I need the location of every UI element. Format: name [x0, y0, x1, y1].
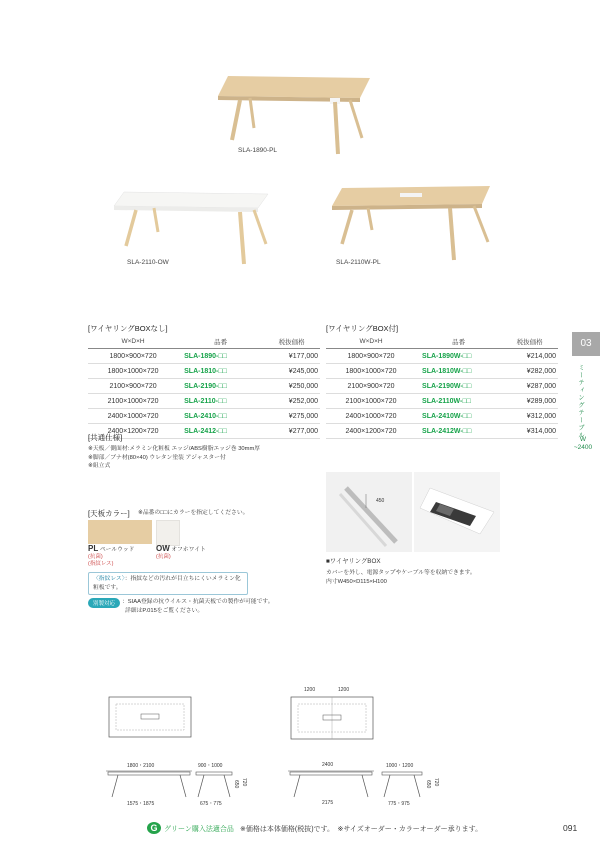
table-left-title: [ワイヤリングBOXなし] — [88, 324, 168, 333]
swatch-pl — [88, 520, 152, 544]
wiring-box-title: ■ワイヤリングBOX — [326, 558, 381, 565]
fingerprint-callout — [88, 572, 248, 595]
header-size: W×D×H — [326, 336, 416, 349]
special-order-line1: ：SIAA登録の抗ウイルス・抗菌天板での製作が可能です。 — [122, 599, 274, 605]
table-row: 2100×1000×720 SLA-2110-□□ ¥252,000 — [88, 394, 320, 409]
swatch-pl-label — [88, 545, 134, 568]
dim-front1-top: 1800・2100 — [127, 763, 155, 769]
drawing-side-view-1 — [194, 769, 234, 799]
swatch-pl-tags: (抗菌) (指紋レス) — [88, 554, 114, 567]
product-caption-right: SLA-2110W-PL — [336, 259, 381, 266]
wiring-box-desc1: カバーを外し、電源タップやケーブル等を収納できます。 — [326, 570, 476, 576]
drawing-front-view-1 — [106, 769, 192, 799]
drawing-top-view-2 — [290, 696, 374, 740]
table-row: 2100×1000×720 SLA-2110W-□□ ¥289,000 — [326, 394, 558, 409]
common-spec-title: [共通仕様] — [88, 433, 123, 442]
table-row: 2400×1000×720 SLA-2410W-□□ ¥312,000 — [326, 409, 558, 424]
special-order-text — [122, 598, 274, 615]
dim-front1-bottom: 1575・1875 — [127, 801, 155, 807]
spec-line: ※組立式 — [88, 463, 111, 469]
table-row: 1800×900×720 SLA-1890W-□□ ¥214,000 — [326, 349, 558, 364]
table-row: 1800×1000×720 SLA-1810-□□ ¥245,000 — [88, 364, 320, 379]
header-code: 品番 — [416, 336, 501, 349]
wiring-box-dim: 450 — [376, 498, 385, 504]
wiring-box-desc2: 内寸W450×D115×H100 — [326, 579, 387, 585]
swatch-ow-name: オフホワイト — [171, 547, 206, 553]
dim-side2-height-inner: 650 — [425, 780, 431, 789]
top-color-title: [天板カラー] — [88, 509, 130, 518]
header-code: 品番 — [178, 336, 263, 349]
product-caption-left: SLA-2110-OW — [127, 259, 169, 266]
wiring-box-photo-parts — [326, 472, 412, 552]
swatch-pl-code: PL — [88, 544, 99, 553]
dim-side2-height-outer: 720 — [433, 778, 439, 787]
header-size: W×D×H — [88, 336, 178, 349]
top-color-note: ※品番の□□にカラーを指定してください。 — [138, 510, 249, 516]
table-photo-right — [328, 182, 500, 264]
swatch-pl-name: ペールウッド — [99, 547, 135, 553]
dim-top-right: 1200 — [338, 687, 350, 693]
dim-side1-bottom: 675・775 — [200, 801, 222, 807]
table-row: 2400×1200×720 SLA-2412W-□□ ¥314,000 — [326, 424, 558, 439]
page-number: 091 — [563, 823, 578, 833]
drawing-top-view-1 — [108, 696, 192, 738]
callout-text: ：指紋などの汚れが目立ちにくいメラミン化粧板です。 — [93, 576, 241, 591]
table-header-row — [88, 336, 320, 349]
common-spec-list — [88, 445, 328, 471]
swatch-ow-code: OW — [156, 544, 170, 553]
special-order-line2: 詳細はP.015をご覧ください。 — [125, 607, 204, 614]
price-table-with-box — [326, 336, 558, 439]
chapter-tab — [572, 332, 600, 356]
header-price: 税抜価格 — [501, 336, 558, 349]
chapter-number: 03 — [580, 338, 592, 349]
dim-side1-height-inner: 650 — [233, 780, 239, 789]
swatch-ow-tags: (抗菌) — [156, 554, 171, 560]
special-order-badge: 別製対応 — [88, 598, 120, 608]
header-price: 税抜価格 — [263, 336, 320, 349]
dim-front2-bottom: 2175 — [322, 800, 334, 806]
green-purchase-text: グリーン購入法適合品 — [164, 826, 234, 833]
wiring-box-photo-installed — [414, 472, 500, 552]
green-logo-icon — [147, 822, 161, 834]
table-header-row — [326, 336, 558, 349]
table-photo-top — [210, 68, 380, 158]
dim-top-left: 1200 — [304, 687, 316, 693]
table-photo-left — [108, 188, 278, 268]
spec-line: ※天板／側面材:メラミン化粧板 エッジ/ABS樹脂エッジ巻 30mm厚 — [88, 446, 261, 452]
dim-side1-top: 900・1000 — [198, 763, 223, 769]
table-right-title: [ワイヤリングBOX付] — [326, 324, 399, 333]
dim-side2-bottom: 775・975 — [388, 801, 410, 807]
table-row: 1800×900×720 SLA-1890-□□ ¥177,000 — [88, 349, 320, 364]
price-table-without-box — [88, 336, 320, 439]
dim-side2-top: 1000・1200 — [386, 763, 414, 769]
green-logo-letter: G — [150, 823, 158, 833]
footer-note: ※価格は本体価格(税抜)です。 ※サイズオーダー・カラーオーダー承ります。 — [240, 826, 483, 833]
drawing-front-view-2 — [288, 769, 374, 799]
chapter-category: ミーティングテーブル — [577, 364, 584, 439]
table-row: 2400×1200×720 SLA-2412-□□ ¥277,000 — [88, 424, 320, 439]
swatch-ow-label — [156, 545, 206, 561]
callout-tag: 〈指紋レス〉 — [93, 576, 125, 582]
dim-side1-height-outer: 720 — [241, 778, 247, 787]
table-row: 2100×900×720 SLA-2190-□□ ¥250,000 — [88, 379, 320, 394]
product-caption-top: SLA-1890-PL — [238, 147, 278, 154]
table-row: 1800×1000×720 SLA-1810W-□□ ¥282,000 — [326, 364, 558, 379]
table-row: 2400×1000×720 SLA-2410-□□ ¥275,000 — [88, 409, 320, 424]
swatch-ow — [156, 520, 180, 546]
drawing-side-view-2 — [380, 769, 424, 799]
dim-front2-top: 2400 — [322, 762, 334, 768]
table-row: 2100×900×720 SLA-2190W-□□ ¥287,000 — [326, 379, 558, 394]
chapter-range: W ~2400 — [573, 436, 593, 451]
spec-line: ※脚部／ブナ材(80×40) ウレタン塗装 アジャスター付 — [88, 454, 226, 461]
